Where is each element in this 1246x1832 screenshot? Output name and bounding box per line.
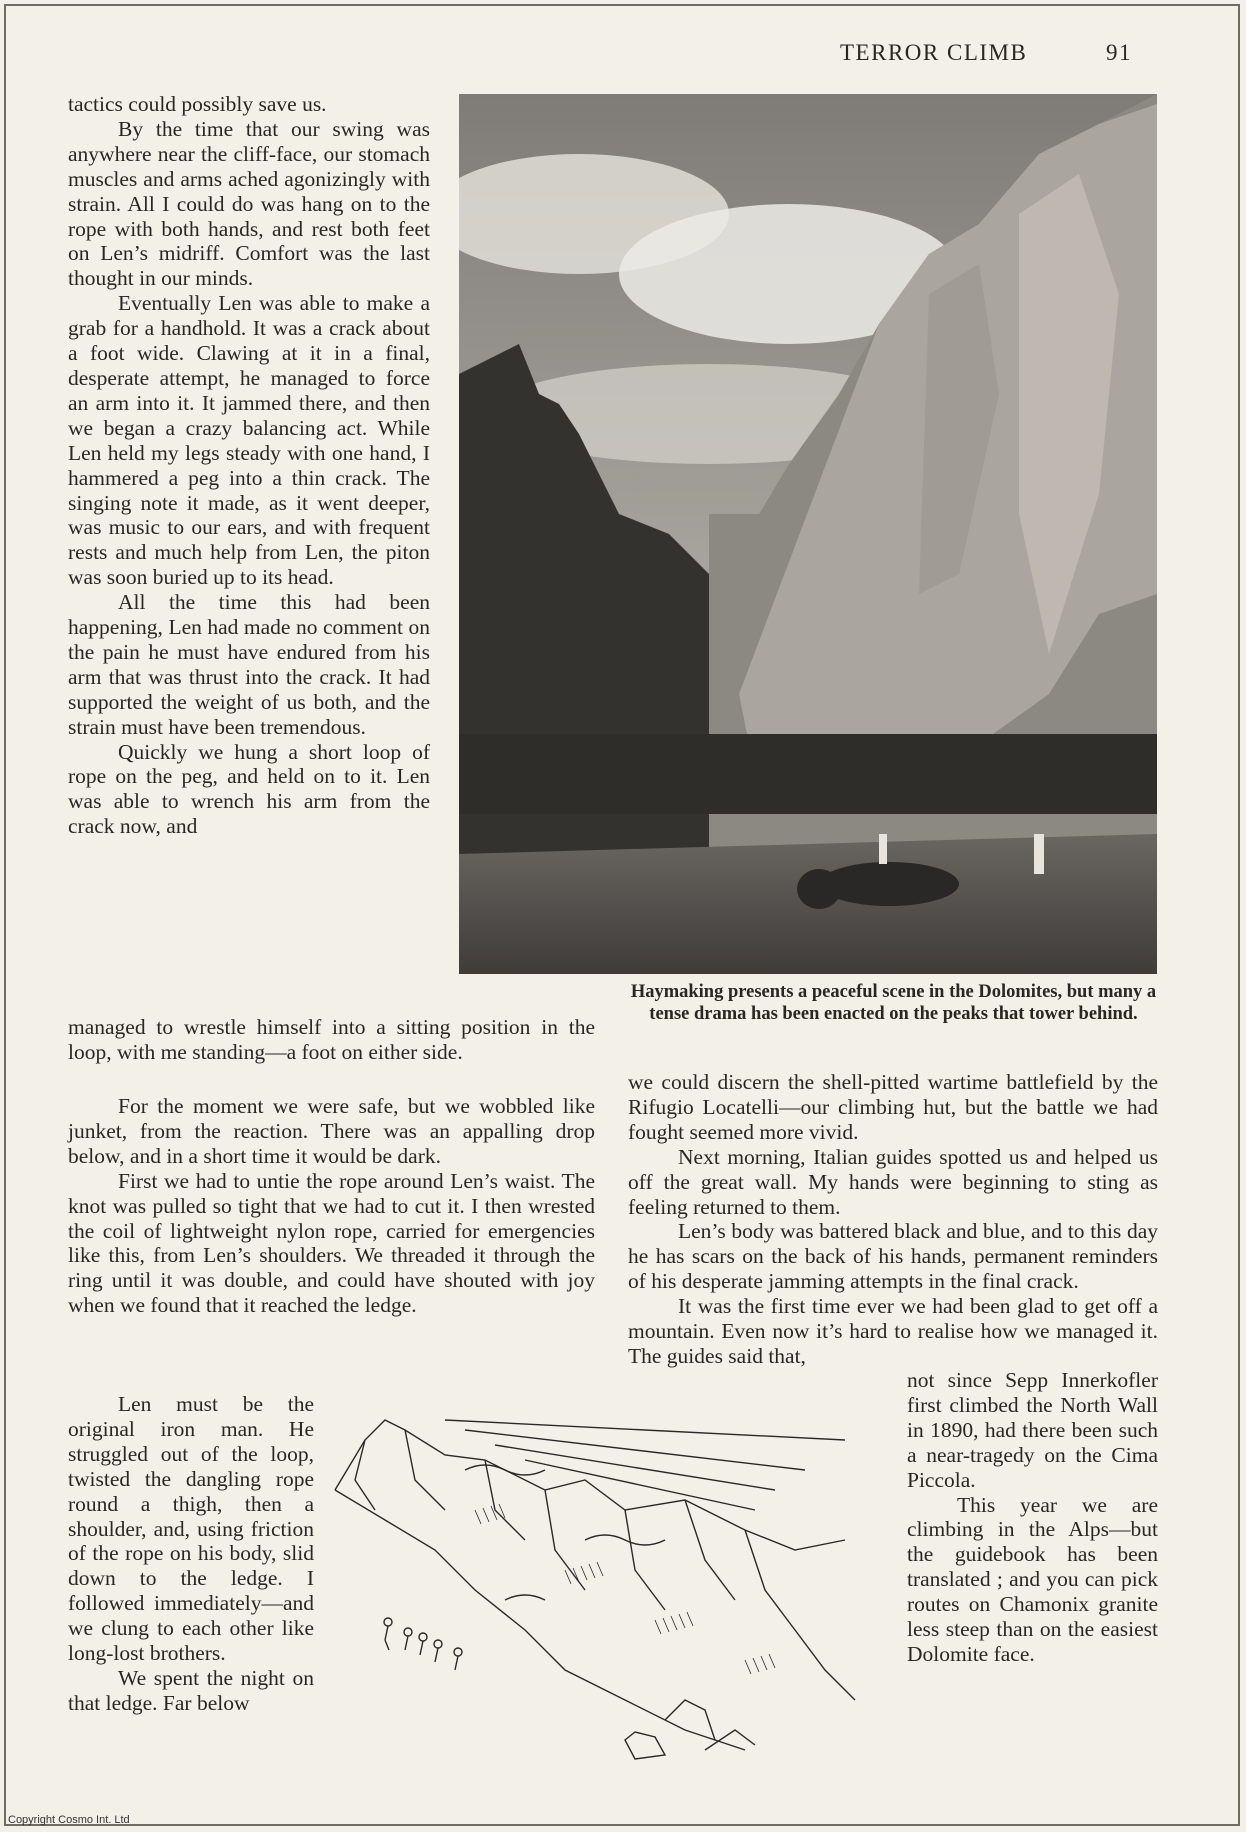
paragraph: Len’s body was battered black and blue, and to this day he has scars on the back of his hands, permanent reminders of his desperate jamming attempts in the final crack. [628, 1219, 1158, 1294]
paragraph: It was the first time ever we had been glad to get off a mountain. Even now it’s hard to realise how we managed it. The guides said that, [628, 1294, 1158, 1368]
paragraph: tactics could possibly save us. [68, 92, 327, 116]
mountain-sketch [325, 1400, 885, 1770]
page-number: 91 [1106, 40, 1132, 65]
paragraph: we could discern the shell-pitted wartime battlefield by the Rifugio Locatelli—our climbing hut, but the battle we had fought seemed more vivid. [628, 1070, 1158, 1144]
paragraph: managed to wrestle himself into a sitting position in the loop, with me standing—a foot on either side. [68, 1015, 595, 1064]
paragraph: not since Sepp Innerkofler first climbed the North Wall in 1890, had there been such a near-tragedy on the Cima Piccola. [907, 1368, 1158, 1492]
column-left [68, 92, 430, 839]
column-bottom-right [907, 1368, 1158, 1667]
paragraph: First we had to untie the rope around Len’s waist. The knot was pulled so tight that we had to cut it. I then wrested the coil of lightweight nylon rope, carried for emergencies like this, from Len’s shoulders. We threaded it through the ring until it was double, and could have shouted with joy when we found that it reached the ledge. [68, 1168, 595, 1318]
paragraph: This year we are climbing in the Alps—but the guidebook has been translated ; and you can pick routes on Chamonix granite less steep than on the easiest Dolomite face. [907, 1492, 1158, 1666]
paragraph: Next morning, Italian guides spotted us and helped us off the great wall. My hands were beginning to sting as feeling returned to them. [628, 1144, 1158, 1219]
paragraph: For the moment we were safe, but we wobbled like junket, from the reaction. There was an appalling drop below, and in a short time it would be dark. [68, 1094, 595, 1168]
paragraph: All the time this had been happening, Len had made no comment on the pain he must have endured from his arm that was thrust into the crack. It had supported the weight of us both, and the strain must have been tremendous. [68, 590, 430, 739]
column-middle [68, 1094, 595, 1318]
paragraph: Eventually Len was able to make a grab for a handhold. It was a crack about a foot wide. Clawing at it in a final, desperate attempt, he managed to force an arm into it. It jammed there, and then we began a crazy balancing act. While Len held my legs steady with one hand, I hammered a peg into a thin crack. The singing note it made, as it went deeper, was music to our ears, and with frequent rests and much help from Len, the piton was soon buried up to its head. [68, 291, 430, 590]
copyright-notice: Copyright Cosmo Int. Ltd [8, 1814, 130, 1826]
column-right [628, 1070, 1158, 1369]
dolomites-photo [459, 94, 1157, 974]
paragraph: Len must be the original iron man. He struggled out of the loop, twisted the dangling rope round a thigh, then a shoulder, and, using friction of the rope on his body, slid down to the ledge. I followed immediately—and we clung to each other like long-lost brothers. [68, 1392, 314, 1666]
running-title: TERROR CLIMB [840, 40, 1028, 65]
paragraph: By the time that our swing was anywhere near the cliff-face, our stomach muscles and arms ached agonizingly with strain. All I could do was hang on to the rope with both hands, and rest both feet on Len’s midriff. Comfort was the last thought in our minds. [68, 116, 430, 291]
column-bottom-left [68, 1392, 314, 1716]
photo-caption: Haymaking presents a peaceful scene in the Dolomites, but many a tense drama has been enacted on the peaks that tower behind. [630, 982, 1157, 1024]
paragraph: Quickly we hung a short loop of rope on the peg, and held on to it. Len was able to wrench his arm from the crack now, and [68, 739, 430, 839]
column-left-continuation [68, 1015, 595, 1065]
paragraph: We spent the night on that ledge. Far below [68, 1665, 314, 1715]
